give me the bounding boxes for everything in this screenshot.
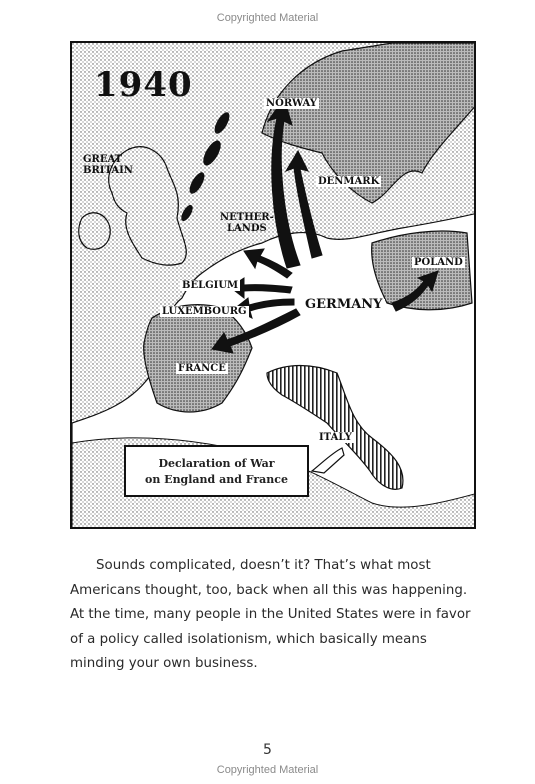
label-italy: ITALY: [319, 432, 352, 443]
label-poland: POLAND: [414, 257, 463, 268]
label-great-britain-line2: BRITAIN: [83, 165, 133, 176]
page-number: 5: [263, 742, 272, 758]
label-great-britain: [83, 154, 133, 176]
copyright-footer: Copyrighted Material: [216, 764, 319, 776]
body-text: [70, 554, 482, 677]
declaration-line1: Declaration of War: [158, 457, 275, 470]
declaration-line2: on England and France: [145, 473, 288, 486]
label-france: FRANCE: [178, 363, 226, 374]
label-great-britain-line1: GREAT: [83, 154, 123, 165]
label-denmark: DENMARK: [318, 176, 380, 187]
label-luxembourg: LUXEMBOURG: [162, 306, 247, 317]
poland-land: [372, 231, 472, 310]
label-netherlands: [220, 212, 274, 234]
declaration-of-war-box: [124, 445, 309, 497]
label-belgium: BELGIUM: [182, 280, 239, 291]
label-norway: NORWAY: [266, 98, 317, 109]
copyright-header: Copyrighted Material: [216, 12, 319, 24]
label-netherlands-line1: NETHER-: [220, 212, 274, 223]
body-paragraph: Sounds complicated, doesn’t it? That’s what most Americans thought, too, back when all this was happening. At the time, many people in the United States were in favor of a policy called isolationism, which basically means minding your own business.: [70, 558, 471, 671]
label-netherlands-line2: LANDS: [226, 223, 267, 234]
europe-1940-map: [70, 41, 476, 529]
map-year: 1940: [94, 65, 193, 105]
ireland-land: [79, 213, 111, 250]
label-germany: GERMANY: [302, 299, 385, 310]
